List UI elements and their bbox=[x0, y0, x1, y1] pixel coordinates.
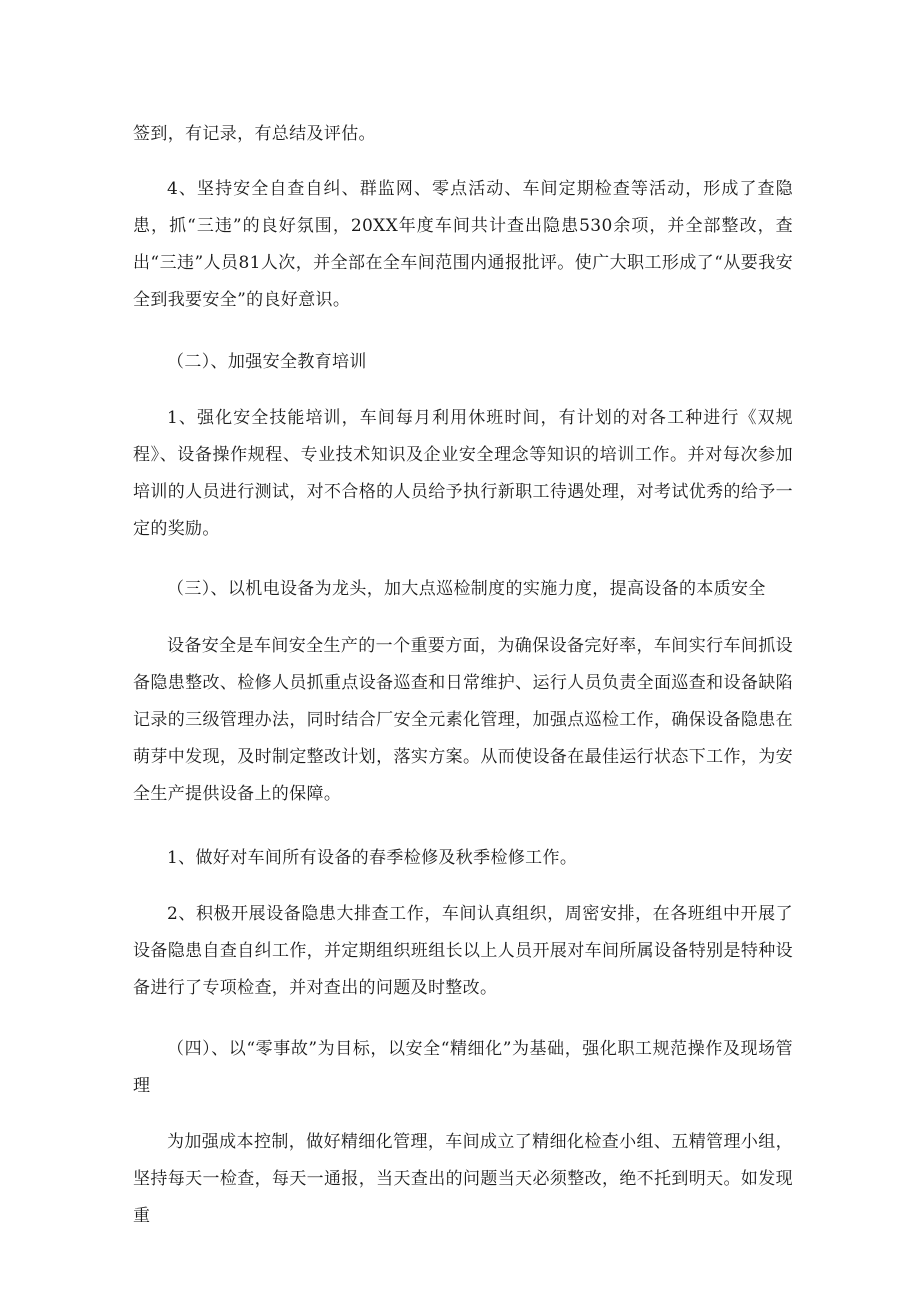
section-heading-4: （四）、以“零事故”为目标，以安全“精细化”为基础，强化职工规范操作及现场管理 bbox=[133, 1039, 793, 1096]
paragraph-item-4: 4、坚持安全自查自纠、群监网、零点活动、车间定期检查等活动，形成了查隐患，抓“三违”的良好氛围，20XX年度车间共计查出隐患530余项，并全部整改，查出“三违”人员81人次，并全部在全车间范围内通报批评。使广大职工形成了“从要我安全到我要安全”的良好意识。 bbox=[133, 179, 793, 310]
paragraph-continued: 签到，有记录，有总结及评估。 bbox=[133, 124, 376, 144]
paragraph-section3-intro: 设备安全是车间安全生产的一个重要方面，为确保设备完好率，车间实行车间抓设备隐患整改、检修人员抓重点设备巡查和日常维护、运行人员负责全面巡查和设备缺陷记录的三级管理办法，同时结合厂安全元素化管理，加强点巡检工作，确保设备隐患在萌芽中发现，及时制定整改计划，落实方案。从而使设备在最佳运行状态下工作，为安全生产提供设备上的保障。 bbox=[133, 636, 793, 804]
paragraph-section2-item-1: 1、强化安全技能培训，车间每月利用休班时间，有计划的对各工种进行《双规程》、设备操作规程、专业技术知识及企业安全理念等知识的培训工作。并对每次参加培训的人员进行测试，对不合格的人员给予执行新职工待遇处理，对考试优秀的给予一定的奖励。 bbox=[133, 408, 793, 539]
paragraph-section4-intro: 为加强成本控制，做好精细化管理，车间成立了精细化检查小组、五精管理小组，坚持每天一检查，每天一通报，当天查出的问题当天必须整改，绝不托到明天。如发现重 bbox=[133, 1132, 793, 1226]
paragraph-section3-item-1: 1、做好对车间所有设备的春季检修及秋季检修工作。 bbox=[167, 848, 578, 868]
section-heading-2: （二）、加强安全教育培训 bbox=[167, 352, 367, 372]
section-heading-3: （三）、以机电设备为龙头，加大点巡检制度的实施力度，提高设备的本质安全 bbox=[167, 579, 766, 599]
paragraph-section3-item-2: 2、积极开展设备隐患大排查工作，车间认真组织，周密安排，在各班组中开展了设备隐患自查自纠工作，并定期组织班组长以上人员开展对车间所属设备特别是特种设备进行了专项检查，并对查出的问题及时整改。 bbox=[133, 904, 793, 998]
